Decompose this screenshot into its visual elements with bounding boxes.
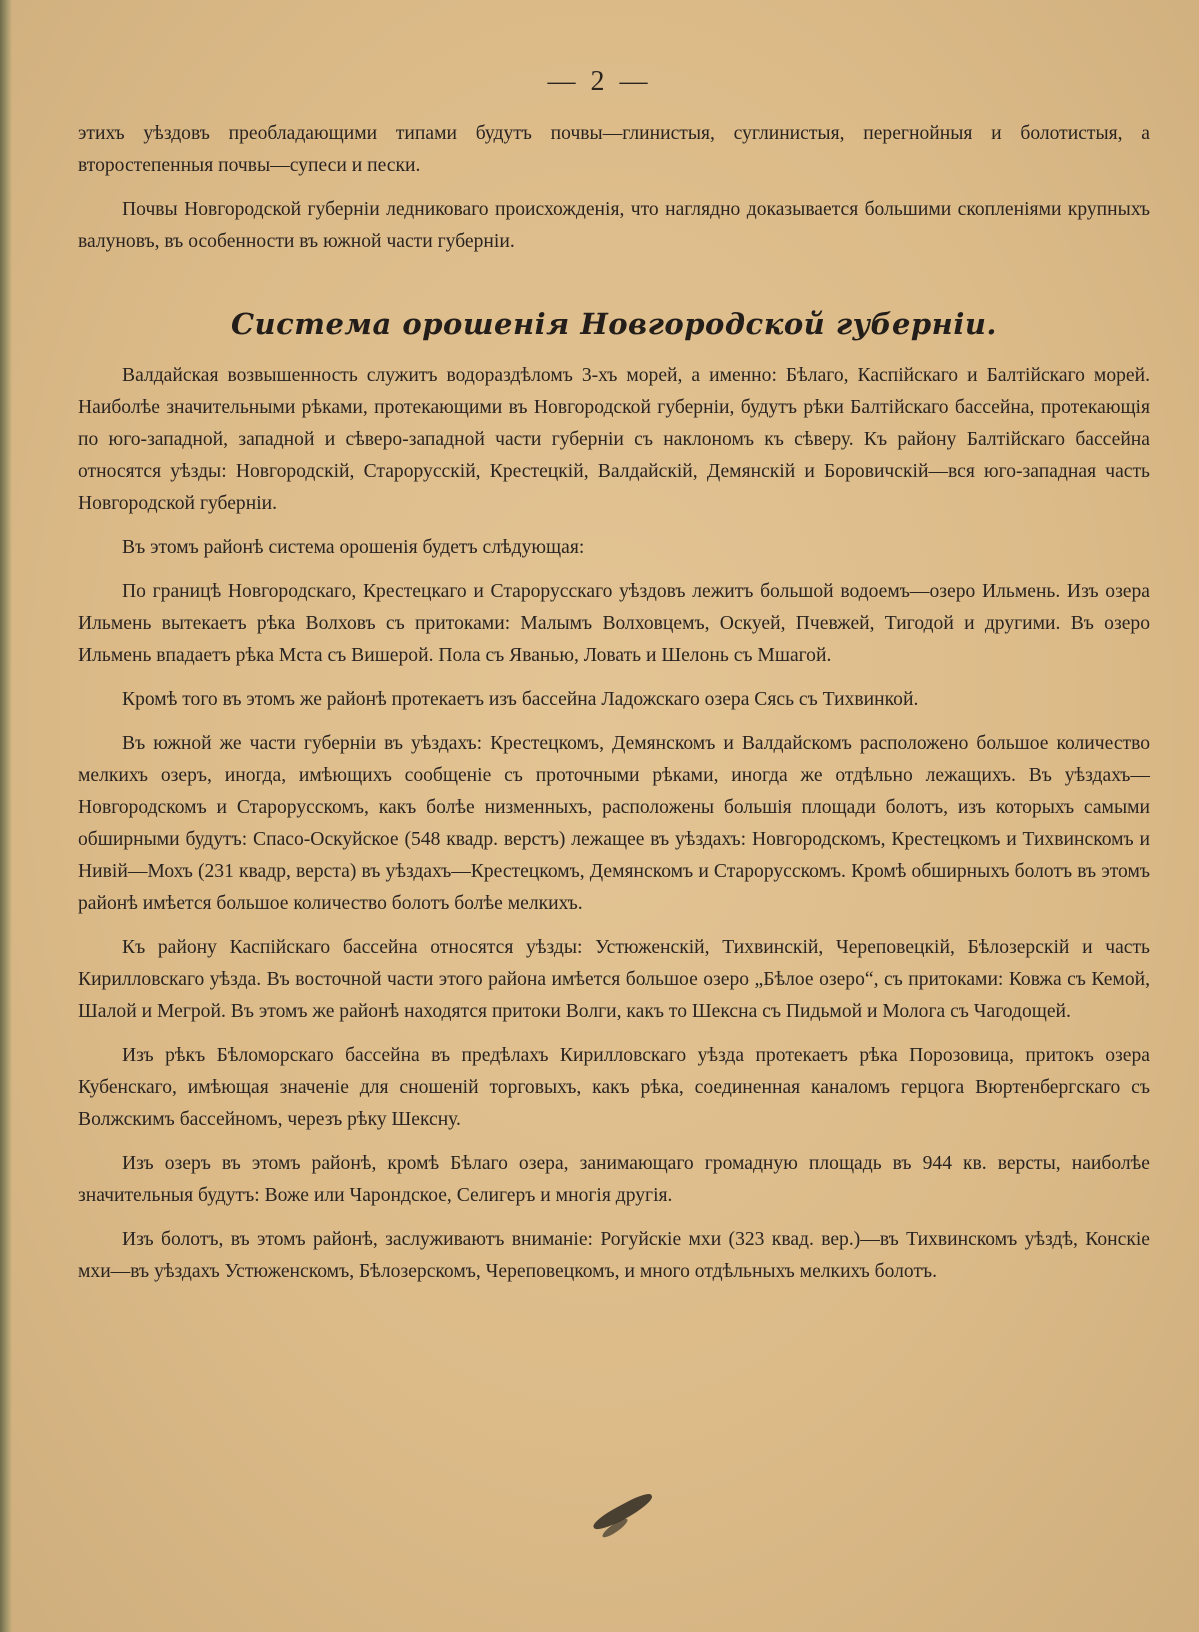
paragraph-4: Кромѣ того въ этомъ же районѣ протекаетъ изъ бассейна Ладожскаго озера Сясь съ Тихвинкой. [122, 689, 919, 710]
intro-paragraph-2: Почвы Новгородской губерніи ледниковаго происхожденія, что наглядно доказывается большими скопленіями крупныхъ валуновъ, въ особенности въ южной части губерніи. [78, 199, 1150, 252]
page-number: — 2 — [547, 66, 652, 97]
paragraph-5: Въ южной же части губерніи въ уѣздахъ: Крестецкомъ, Демянскомъ и Валдайскомъ расположено большое количество мелкихъ озеръ, иногда, имѣющихъ сообщеніе съ проточными рѣками, иногда же отдѣльно лежащихъ. Въ уѣздахъ—Новгородскомъ и Старорусскомъ, какъ болѣе низменныхъ, расположены большія площади болотъ, изъ которыхъ самыми обширными будутъ: Спасо-Оскуйское (548 квадр. верстъ) лежащее въ уѣздахъ: Новгородскомъ, Крестецкомъ и Тихвинскомъ и Нивій—Мохъ (231 квадр, верста) въ уѣздахъ—Крестецкомъ, Демянскомъ и Старорусскомъ. Кромѣ обширныхъ болотъ въ этомъ районѣ имѣется большое количество болотъ болѣе мелкихъ. [78, 733, 1150, 914]
paragraph-8: Изъ озеръ въ этомъ районѣ, кромѣ Бѣлаго озера, занимающаго громадную площадь въ 944 кв. версты, наиболѣе значительныя будутъ: Воже или Чарондское, Селигеръ и многія другія. [78, 1153, 1150, 1206]
page-edge-shadow [0, 0, 12, 1632]
paragraph-1: Валдайская возвышенность служитъ водораздѣломъ 3-хъ морей, а именно: Бѣлаго, Каспійскаго и Балтійскаго морей. Наиболѣе значительными рѣками, протекающими въ Новгородской губерніи, будутъ рѣки Балтійскаго бассейна, протекающія по юго-западной, западной и сѣверо-западной части губерніи съ наклономъ къ сѣверу. Къ району Балтійскаго бассейна относятся уѣзды: Новгородскій, Старорусскій, Крестецкій, Валдайскій, Демянскій и Боровичскій—вся юго-западная часть Новгородской губерніи. [78, 365, 1150, 514]
paragraph-3: По границѣ Новгородскаго, Крестецкаго и Старорусскаго уѣздовъ лежитъ большой водоемъ—озеро Ильмень. Изъ озера Ильмень вытекаетъ рѣка Волховъ съ притоками: Малымъ Волховцемъ, Оскуей, Пчевжей, Тигодой и другими. Въ озеро Ильмень впадаетъ рѣка Мста съ Вишерой. Пола съ Яванью, Ловать и Шелонь съ Мшагой. [78, 581, 1150, 666]
section-heading: Система орошенія Новгородской губерніи. [230, 307, 998, 341]
paragraph-2: Въ этомъ районѣ система орошенія будетъ слѣдующая: [122, 537, 585, 558]
ink-blot [591, 1490, 656, 1533]
paragraph-6: Къ району Каспійскаго бассейна относятся уѣзды: Устюженскій, Тихвинскій, Череповецкій, Бѣлозерскій и часть Кирилловскаго уѣзда. Въ восточной части этого района имѣется большое озеро „Бѣлое озеро“, съ притоками: Ковжа съ Кемой, Шалой и Мегрой. Въ этомъ же районѣ находятся притоки Волги, какъ то Шексна съ Пидьмой и Молога съ Чагодощей. [78, 937, 1150, 1022]
page-content [78, 118, 1150, 1300]
intro-paragraph-1: этихъ уѣздовъ преобладающими типами будутъ почвы—глинистыя, суглинистыя, перегнойныя и болотистыя, а второстепенныя почвы—супеси и пески. [78, 123, 1150, 176]
paragraph-9: Изъ болотъ, въ этомъ районѣ, заслуживаютъ вниманіе: Рогуйскіе мхи (323 квад. вер.)—въ Тихвинскомъ уѣздѣ, Конскіе мхи—въ уѣздахъ Устюженскомъ, Бѣлозерскомъ, Череповецкомъ, и много отдѣльныхъ мелкихъ болотъ. [78, 1229, 1150, 1282]
paragraph-7: Изъ рѣкъ Бѣломорскаго бассейна въ предѣлахъ Кирилловскаго уѣзда протекаетъ рѣка Порозовица, притокъ озера Кубенскаго, имѣющая значеніе для сношеній торговыхъ, какъ рѣка, соединенная каналомъ герцога Вюртенбергскаго съ Волжскимъ бассейномъ, черезъ рѣку Шексну. [78, 1045, 1150, 1130]
